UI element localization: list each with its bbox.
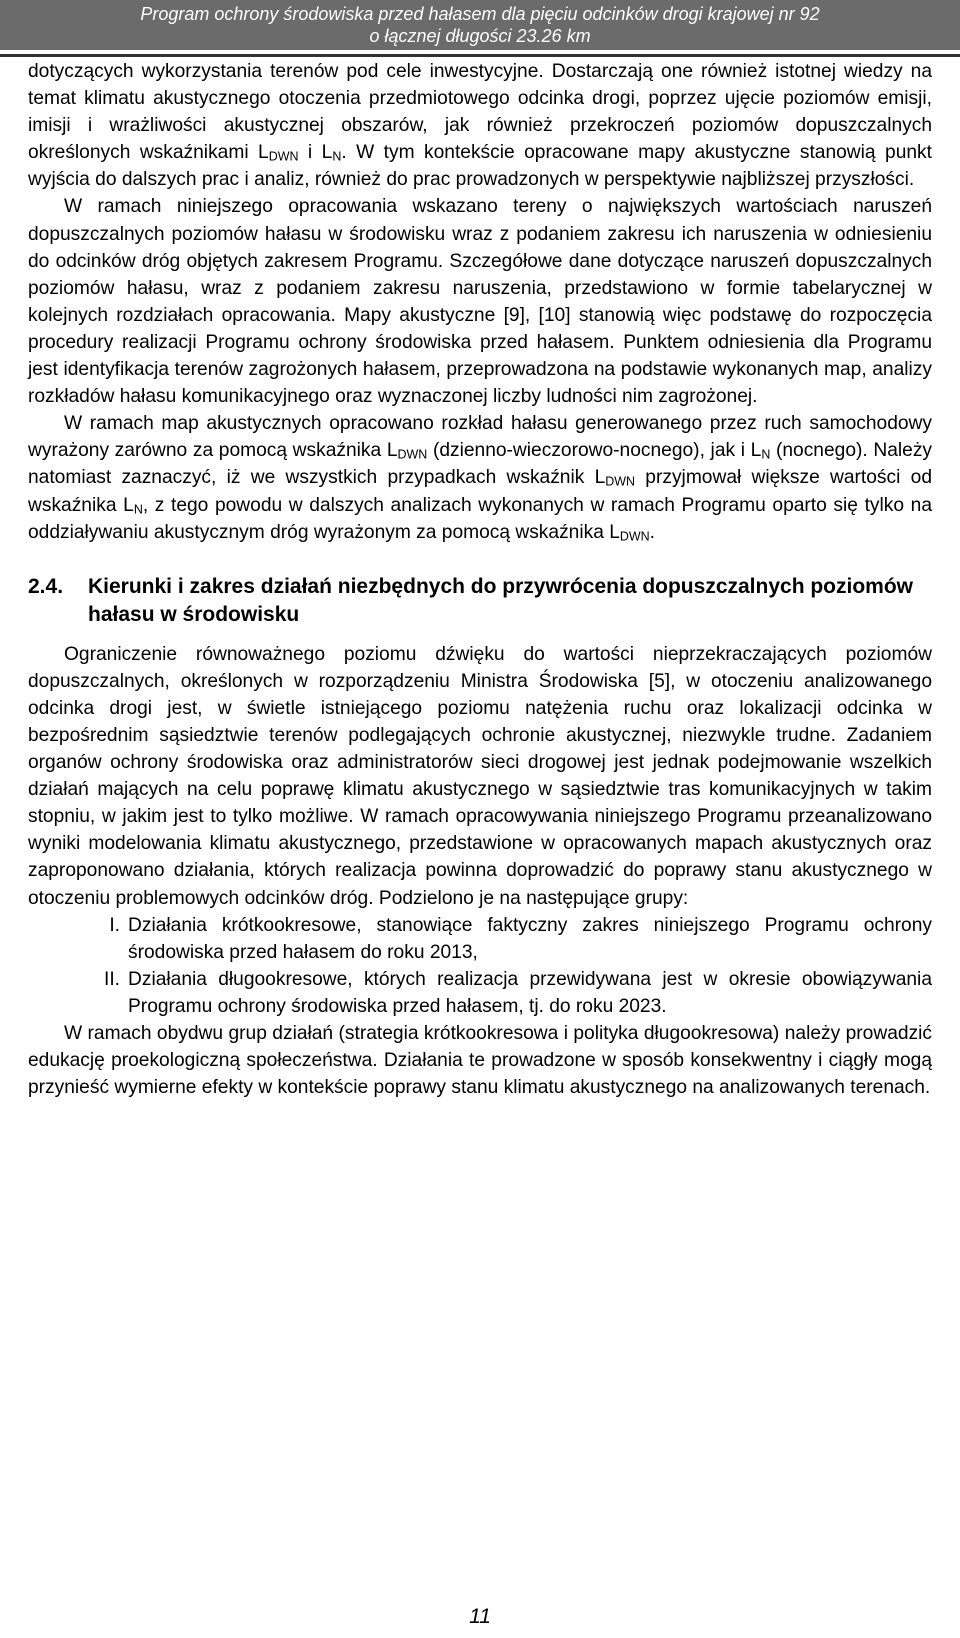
paragraph-2: W ramach niniejszego opracowania wskazano tereny o największych wartościach naruszeń dopuszczalnych poziomów hałasu w środowisku wraz z podaniem zakresu ich naruszenia w odniesieniu do odcinków dróg objętych zakresem Programu. Szczegółowe dane dotyczące naruszeń dopuszczalnych poziomów hałasu, wraz z podaniem zakresu naruszenia, przedstawiono w formie tabelarycznej w kolejnych rozdziałach opracowania. Mapy akustyczne [9], [10] stanowią więc podstawę do rozpoczęcia procedury realizacji Programu ochrony środowiska przed hałasem. Punktem odniesienia dla Programu jest identyfikacja terenów zagrożonych hałasem, przeprowadzona na podstawie wykonanych map, analizy rozkładów hałasu komunikacyjnego oraz wyznaczonej liczby ludności nim zagrożonej. xyxy=(28,196,932,408)
list-item-number: I. xyxy=(109,914,120,936)
list-item-number: II. xyxy=(104,968,120,990)
paragraph-5: W ramach obydwu grup działań (strategia krótkookresowa i polityka długookresowa) należy prowadzić edukację proekologiczną społeczeństwa. Działania te prowadzone w sposób konsekwentny i ciągły mogą przynieść wymierne efekty w kontekście poprawy stanu klimatu akustycznego na analizowanych terenach. xyxy=(28,1023,932,1099)
list-item xyxy=(28,966,932,1020)
header-rule xyxy=(0,54,960,57)
paragraph-4: Ograniczenie równoważnego poziomu dźwięku do wartości nieprzekraczających poziomów dopuszczalnych, określonych w rozporządzeniu Ministra Środowiska [5], w otoczeniu analizowanego odcinka drogi jest, w świetle istniejącego poziomu natężenia ruchu oraz lokalizacji odcinka w bezpośrednim sąsiedztwie terenów podlegających ochronie akustycznej, niezwykle trudne. Zadaniem organów ochrony środowiska oraz administratorów sieci drogowej jest jednak podejmowanie wszelkich działań mających na celu poprawę klimatu akustycznego w sąsiedztwie tras komunikacyjnych w takim stopniu, w jakim jest to tylko możliwe. W ramach opracowywania niniejszego Programu przeanalizowano wyniki modelowania klimatu akustycznego, przedstawione w opracowanych mapach akustycznych oraz zaproponowano działania, których realizacja powinna doprowadzić do poprawy stanu akustycznego w otoczeniu problemowych odcinków dróg. Podzielono je na następujące grupy: xyxy=(28,643,932,909)
section-title: Kierunki i zakres działań niezbędnych do przywrócenia dopuszczalnych poziomów hałasu w środowisku xyxy=(88,574,914,626)
section-heading xyxy=(28,573,932,629)
page-header xyxy=(0,0,960,50)
header-line-2: o łącznej długości 23.26 km xyxy=(369,26,591,46)
page-number: 11 xyxy=(469,1605,491,1628)
list-item-text: Działania krótkookresowe, stanowiące faktyczny zakres niniejszego Programu ochrony środowiska przed hałasem do roku 2013, xyxy=(128,914,932,963)
section-number: 2.4. xyxy=(28,574,64,598)
action-groups-list xyxy=(28,912,932,1020)
document-body xyxy=(28,58,932,1101)
list-item xyxy=(28,912,932,966)
paragraph-3: W ramach map akustycznych opracowano rozkład hałasu generowanego przez ruch samochodowy wyrażony zarówno za pomocą wskaźnika $L_{DWN}$ (dzienno-wieczorowo-nocnego), jak i $L_N$ (nocnego). Należy natomiast zaznaczyć, iż we wszystkich przypadkach wskaźnik $L_{DWN}$ przyjmował większe wartości od wskaźnika $L_N$, z tego powodu w dalszych analizach wykonanych w ramach Programu oparto się tylko na oddziaływaniu akustycznym dróg wyrażonym za pomocą wskaźnika $L_{DWN}$. xyxy=(28,413,933,544)
paragraph-1: dotyczących wykorzystania terenów pod cele inwestycyjne. Dostarczają one również istotnej wiedzy na temat klimatu akustycznego otoczenia przedmiotowego odcinka drogi, poprzez ujęcie poziomów emisji, imisji i wrażliwości akustycznej obszarów, jak również przekroczeń poziomów dopuszczalnych określonych wskaźnikami $L_{DWN}$ i $L_N$. W tym kontekście opracowane mapy akustyczne stanowią punkt wyjścia do dalszych prac i analiz, również do prac prowadzonych w perspektywie najbliższej przyszłości. xyxy=(28,61,932,191)
header-line-1: Program ochrony środowiska przed hałasem dla pięciu odcinków drogi krajowej nr 92 xyxy=(140,4,820,24)
list-item-text: Działania długookresowe, których realizacja przewidywana jest w okresie obowiązywania Programu ochrony środowiska przed hałasem, tj. do roku 2023. xyxy=(128,968,932,1017)
